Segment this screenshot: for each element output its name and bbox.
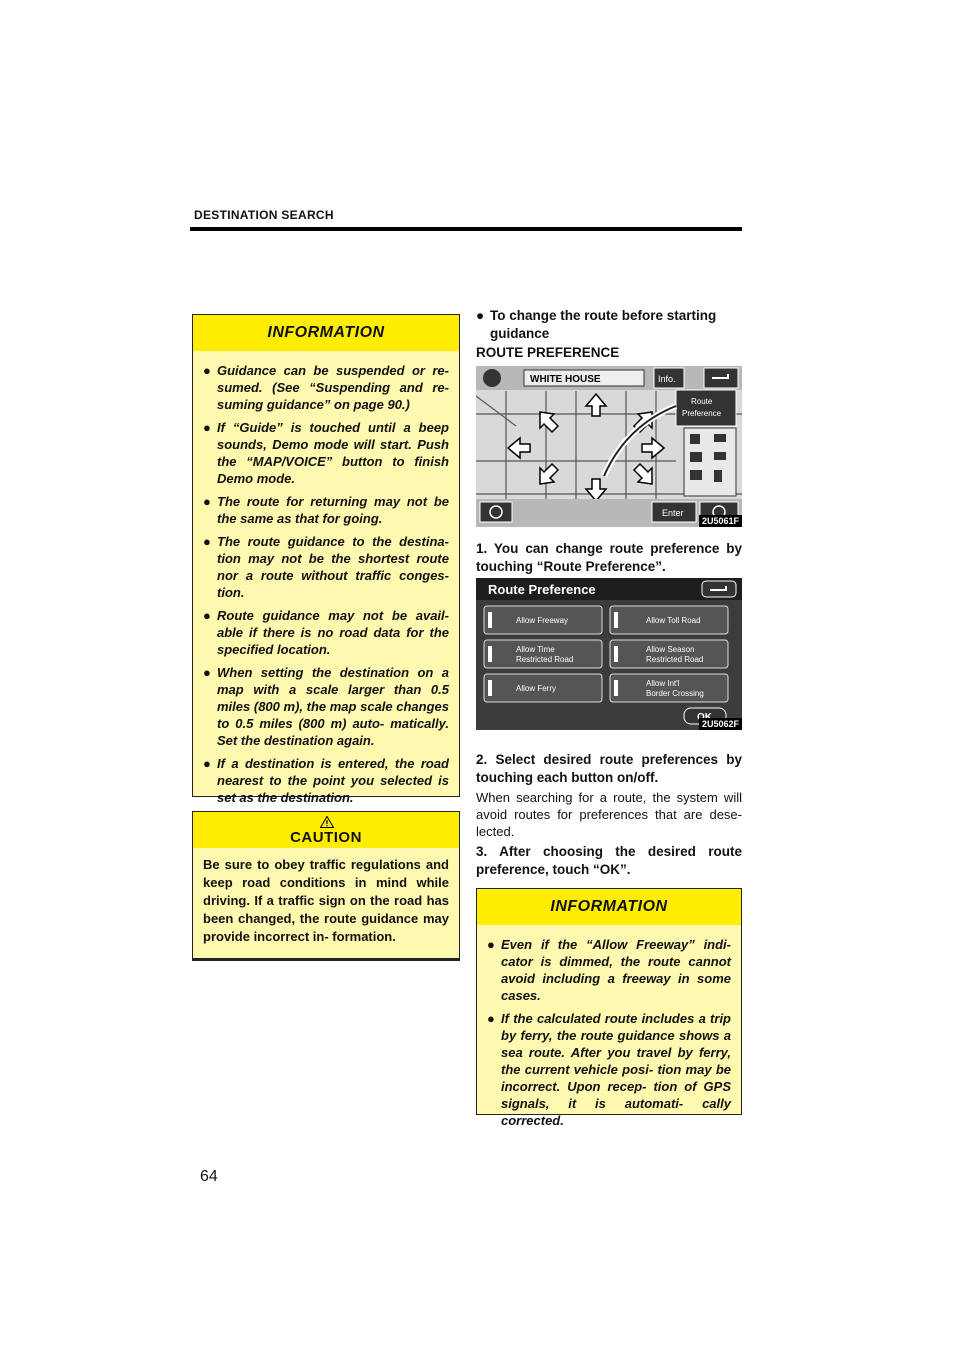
information-title: INFORMATION [550, 898, 668, 915]
bullet-icon: ● [203, 534, 211, 549]
warning-triangle-icon [320, 816, 334, 828]
information-box-header [477, 889, 741, 925]
svg-text:Border Crossing: Border Crossing [646, 689, 704, 698]
list-item: ● If the calculated route includes a trip by ferry, the route guidance shows a sea route. After you travel by ferry, the current vehicle posi- tion may be incorrect. Upon recep- tion of GPS signals, it is automati- cally corrected. [487, 1011, 731, 1128]
list-item: ● The route for returning may not be the same as that for going. [203, 494, 449, 526]
list-item: ● When setting the destination on a map with a scale larger than 0.5 miles (800 m), the map scale changes to 0.5 miles (800 m) auto- matically. Set the destination again. [203, 665, 449, 748]
bullet-icon: ● [203, 420, 211, 435]
map-screenshot [476, 366, 742, 527]
route-preference-heading: ROUTE PREFERENCE [476, 345, 620, 360]
information-title: INFORMATION [267, 324, 385, 341]
bullet-icon: ● [487, 1011, 495, 1026]
list-item: ● The route guidance to the destina- tion may not be the shortest route nor a route without traffic conges- tion. [203, 534, 449, 600]
section-header-title: DESTINATION SEARCH [194, 208, 334, 222]
information-box-left [192, 314, 460, 805]
step-2-explanation: When searching for a route, the system will avoid routes for preferences that are dese- lected. [476, 790, 742, 839]
list-item: ● If “Guide” is touched until a beep sounds, Demo mode will start. Push the “MAP/VOICE” button to finish Demo mode. [203, 420, 449, 486]
svg-text:Restricted Road: Restricted Road [646, 655, 704, 664]
bullet-icon: ● [487, 937, 495, 952]
list-item: ● If a destination is entered, the road nearest to the point you selected is set as the destination. [203, 756, 449, 805]
bullet-icon: ● [203, 494, 211, 509]
list-item: ● Route guidance may not be avail- able if there is no road data for the specified location. [203, 608, 449, 657]
pref-allow-toll-road: Allow Toll Road [646, 616, 701, 625]
pref-allow-time: Allow Time [516, 645, 555, 654]
pref-screen-title: Route Preference [488, 582, 596, 597]
caution-title: CAUTION [290, 828, 362, 846]
street-name: WHITE HOUSE [530, 374, 601, 385]
list-item: ● Even if the “Allow Freeway” indi- cator is dimmed, the route cannot avoid including a freeway in some cases. [487, 937, 731, 1003]
route-button-line1: Route [691, 397, 713, 406]
step-3: 3. After choosing the desired route preference, touch “OK”. [476, 844, 742, 877]
caution-box-header [193, 812, 459, 848]
pref-allow-season: Allow Season [646, 645, 695, 654]
pref-allow-freeway: Allow Freeway [516, 616, 569, 625]
screen-id-label: 2U5061F [699, 515, 742, 527]
header-rule [190, 227, 742, 231]
pref-allow-ferry: Allow Ferry [516, 684, 557, 693]
list-item: ● Guidance can be suspended or re- sumed. (See “Suspending and re- suming guidance” on page 90.) [203, 363, 449, 412]
pref-allow-intl: Allow Int'l [646, 679, 680, 688]
route-button-line2: Preference [682, 409, 722, 418]
route-change-bullet: ● To change the route before starting guidance [476, 308, 717, 341]
step-1: 1. You can change route preference by touching “Route Preference”. [476, 541, 742, 574]
route-preference-illustration [476, 578, 742, 730]
bullet-icon: ● [203, 608, 211, 623]
information-box-right [476, 888, 742, 1128]
information-list [193, 351, 459, 806]
info-button-label: Info. [658, 374, 676, 384]
bullet-icon: ● [476, 308, 485, 323]
information-box-header [193, 315, 459, 351]
bullet-icon: ● [203, 665, 211, 680]
page-number: 64 [200, 1168, 218, 1185]
bullet-icon: ● [203, 756, 211, 771]
bullet-icon: ● [203, 363, 211, 378]
caution-box [192, 811, 460, 961]
svg-text:Restricted Road: Restricted Road [516, 655, 574, 664]
map-illustration [476, 366, 742, 527]
step-2: 2. Select desired route preferences by touching each button on/off. [476, 752, 742, 785]
route-preference-screenshot [476, 578, 742, 730]
screen-id-label: 2U5062F [699, 718, 742, 730]
information-list [477, 925, 741, 1129]
enter-button-label: Enter [662, 508, 684, 518]
caution-body: Be sure to obey traffic regulations and keep road conditions in mind while driving. If a traffic sign on the road has been changed, the route guidance may provide incorrect in- formation. [203, 857, 449, 944]
